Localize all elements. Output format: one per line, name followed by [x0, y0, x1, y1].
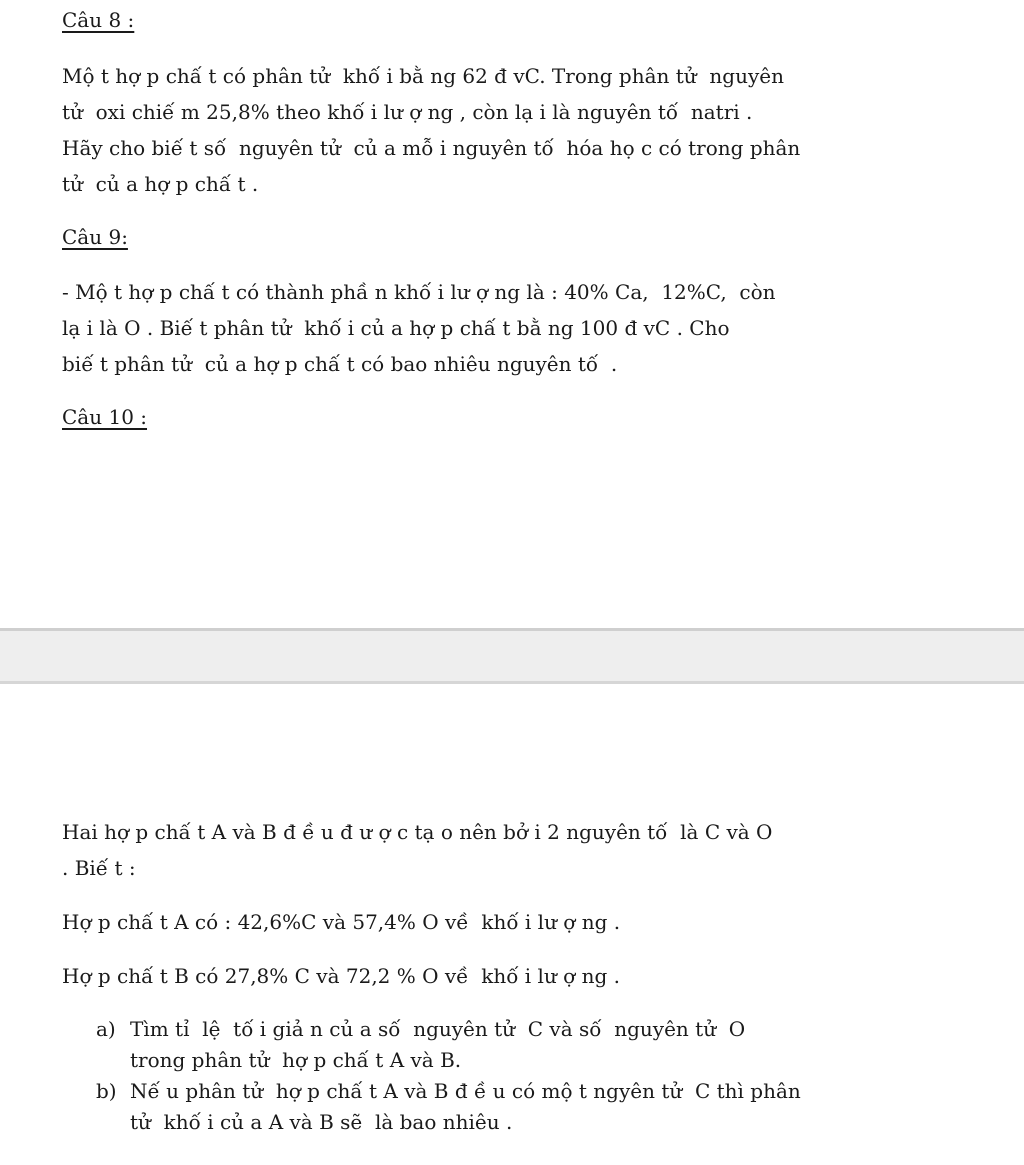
- question-10-heading: Câu 10 :: [62, 405, 148, 429]
- list-marker: b): [96, 1079, 117, 1103]
- text-line: - Mộ t hợ p chấ t có thành phầ n khố i lư ợ ng là : 40% Ca, 12%C, còn: [62, 280, 776, 304]
- text-line: tử khố i củ a A và B sẽ là bao nhiêu .: [130, 1110, 513, 1134]
- text-line: Hãy cho biế t số nguyên tử củ a mỗ i nguyên tố hóa họ c có trong phân: [62, 136, 801, 160]
- question-9-text: [62, 274, 776, 382]
- text-line: lạ i là O . Biế t phân tử khố i củ a hợ p chấ t bằ ng 100 đ vC . Cho: [62, 316, 730, 340]
- text-line: Tìm tỉ lệ tố i giả n củ a số nguyên tử C và số nguyên tử O: [130, 1017, 746, 1041]
- question-10-intro: [62, 814, 772, 886]
- compound-b-composition: Hợ p chấ t B có 27,8% C và 72,2 % O về khố i lư ợ ng .: [62, 964, 620, 988]
- document-page-bottom: [0, 684, 1024, 1165]
- text-line: trong phân tử hợ p chấ t A và B.: [130, 1048, 462, 1072]
- text-line: Nế u phân tử hợ p chấ t A và B đ ề u có mộ t ngyên tử C thì phân: [130, 1079, 801, 1103]
- sub-question-a: [96, 1014, 801, 1076]
- text-line: Mộ t hợ p chấ t có phân tử khố i bằ ng 62 đ vC. Trong phân tử nguyên: [62, 64, 784, 88]
- text-line: tử oxi chiế m 25,8% theo khố i lư ợ ng , còn lạ i là nguyên tố natri .: [62, 100, 753, 124]
- compound-a-composition: Hợ p chấ t A có : 42,6%C và 57,4% O về khố i lư ợ ng .: [62, 910, 621, 934]
- list-marker: a): [96, 1017, 116, 1041]
- text-line: tử củ a hợ p chấ t .: [62, 172, 259, 196]
- question-9-heading: Câu 9:: [62, 225, 128, 249]
- text-line: biế t phân tử củ a hợ p chấ t có bao nhiêu nguyên tố .: [62, 352, 618, 376]
- sub-question-b: [96, 1076, 801, 1138]
- page-break-gap: [0, 628, 1024, 684]
- question-8-text: [62, 58, 800, 202]
- question-8-heading: Câu 8 :: [62, 8, 135, 32]
- text-line: . Biế t :: [62, 856, 136, 880]
- sub-question-list: [96, 1014, 801, 1138]
- text-line: Hai hợ p chấ t A và B đ ề u đ ư ợ c tạ o nên bở i 2 nguyên tố là C và O: [62, 820, 773, 844]
